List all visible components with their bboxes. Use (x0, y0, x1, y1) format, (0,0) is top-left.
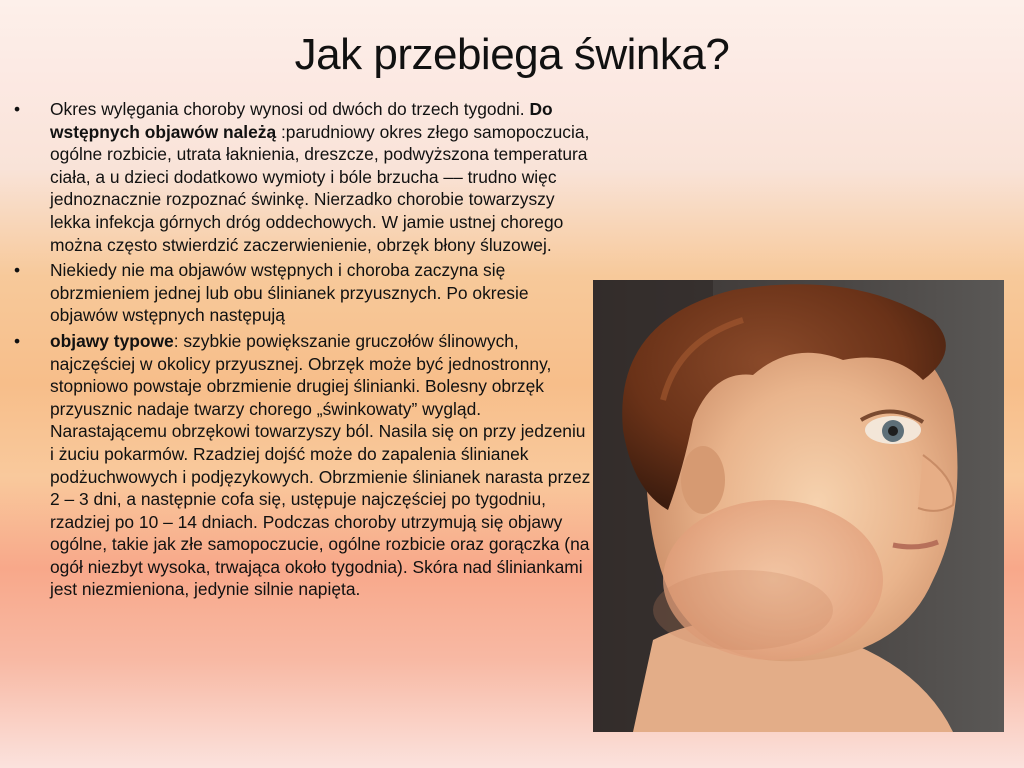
bullet-list (14, 98, 594, 604)
child-with-mumps-photo (593, 280, 1004, 732)
bullet-text (50, 259, 594, 327)
bullet-text-pre: Niekiedy nie ma objawów wstępnych i choroba zaczyna się obrzmieniem jednej lub obu ślinianek przyusznych. Po okresie objawów wstępnych następują (50, 260, 529, 326)
bullet-item (14, 330, 594, 601)
slide-title: Jak przebiega świnka? (294, 30, 730, 79)
photo-illustration (593, 280, 1004, 732)
bullet-marker: • (14, 99, 21, 119)
bullet-marker: • (14, 330, 21, 351)
bullet-text (50, 330, 594, 601)
bullet-text-bold: objawy typowe (50, 330, 174, 351)
bullet-text-post: : szybkie powiększanie gruczołów ślinowych, najczęściej w okolicy przyusznej. Obrzęk może być jednostronny, stopniowo powstaje obrzmienie drugiej ślinianki. Bolesny obrzęk przyusznic nadaje twarzy chorego „świnkowaty” wygląd. Narastającemu obrzękowi towarzyszy ból. Nasila się on przy jedzeniu i żuciu pokarmów. Rzadziej dojść może do zapalenia ślinianek podżuchwowych i podjęzykowych. Obrzmienie ślinianek narasta przez 2 – 3 dni, a następnie cofa się, ustępuje najczęściej po tygodniu, rzadziej po 10 – 14 dniach. Podczas choroby utrzymują się objawy ogólne, takie jak złe samopoczucie, ogólne rozbicie oraz gorączka (na ogół niezbyt wysoka, trwająca około tygodnia). Skóra nad śliniankami jest niezmieniona, jedynie silnie napięta. (50, 330, 591, 600)
bullet-text-pre: Okres wylęgania choroby wynosi od dwóch do trzech tygodni. (50, 99, 530, 119)
bullet-item (14, 98, 594, 256)
bullet-item (14, 259, 594, 327)
bullet-marker: • (14, 260, 21, 281)
bullet-text-bold: Do wstępnych objawów należą (50, 99, 553, 142)
bullet-text-post: :parudniowy okres złego samopoczucia, ogólne rozbicie, utrata łaknienia, dreszcze, podwyższona temperatura ciała, a u dzieci dodatkowo wymioty i bóle brzucha –– trudno więc jednoznacznie rozpoznać świnkę. Nierzadko chorobie towarzyszy lekka infekcja górnych dróg oddechowych. W jamie ustnej chorego można często stwierdzić zaczerwienienie, obrzęk błony śluzowej. (50, 121, 590, 255)
bullet-text (50, 98, 594, 256)
